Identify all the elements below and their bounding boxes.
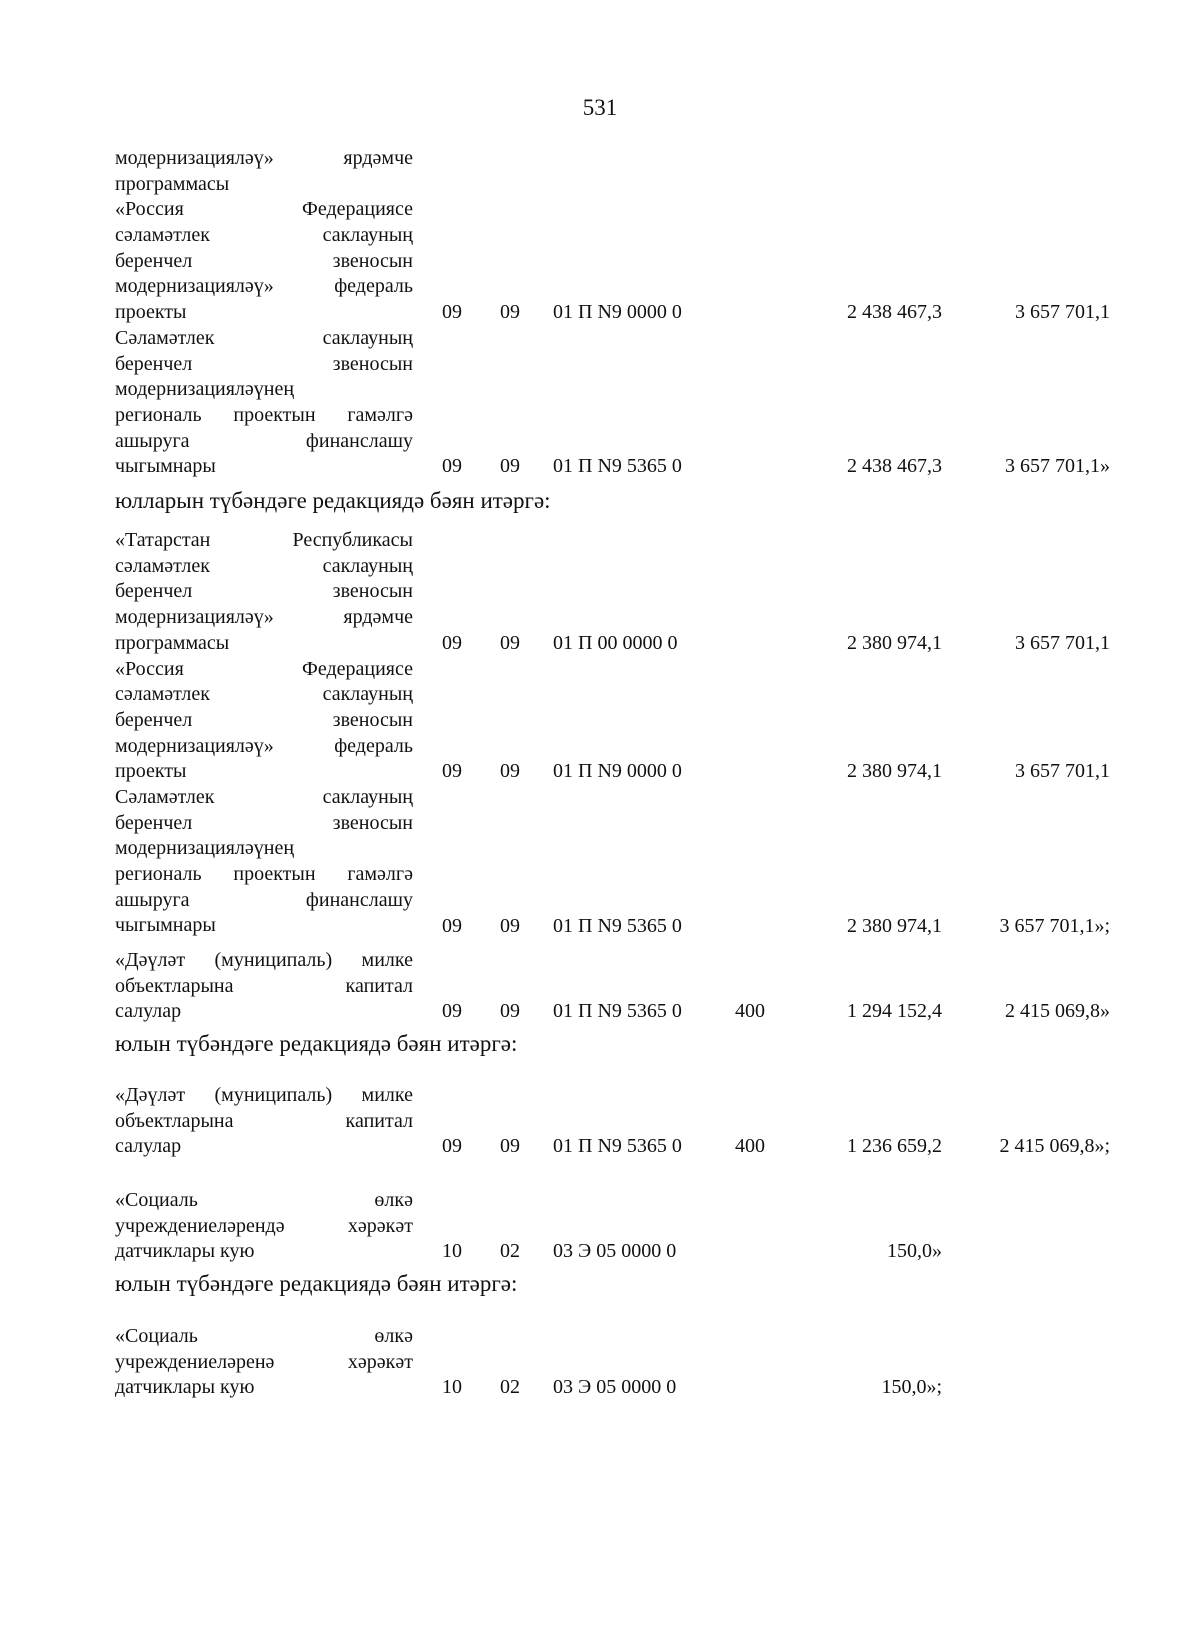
budget-item-name bbox=[115, 197, 413, 325]
budget-item-name-line: «Татарстан Республикасы bbox=[115, 529, 413, 551]
section-code: 09 bbox=[442, 760, 462, 783]
budget-item-name-line: «Дәүләт (муниципаль) милке bbox=[115, 949, 413, 971]
section-code: 09 bbox=[442, 1000, 462, 1023]
budget-item-name-line: региональ проектын гамәлгә bbox=[115, 863, 413, 886]
subsection-code: 09 bbox=[500, 760, 520, 783]
budget-item-name bbox=[115, 1083, 413, 1160]
budget-item-name-line: ашыруга финанслашу bbox=[115, 888, 413, 911]
budget-item-name bbox=[115, 1188, 413, 1265]
budget-item-name-line: «Россия Федерациясе bbox=[115, 198, 413, 221]
budget-item-name-line: учреждениеләрендә хәрәкәт bbox=[115, 1214, 413, 1237]
budget-item-name-line: датчиклары кую bbox=[115, 1240, 255, 1263]
budget-item-name-line: чыгымнары bbox=[115, 455, 216, 478]
budget-item-name-line: сәламәтлек саклауның bbox=[115, 554, 413, 577]
subsection-code: 02 bbox=[500, 1240, 520, 1263]
budget-item-name bbox=[115, 785, 413, 939]
section-code: 10 bbox=[442, 1240, 462, 1263]
budget-item-name-line: беренчел звеносын bbox=[115, 580, 413, 603]
section-code: 10 bbox=[442, 1376, 462, 1399]
amount-year-1: 150,0»; bbox=[881, 1376, 942, 1399]
budget-item-name-line: беренчел звеносын bbox=[115, 708, 413, 731]
table-row bbox=[0, 657, 1200, 786]
subsection-code: 09 bbox=[500, 631, 520, 654]
budget-item-name-line: программасы bbox=[115, 631, 230, 654]
budget-item-name bbox=[115, 1324, 413, 1401]
budget-item-name-line: Сәламәтлек саклауның bbox=[115, 326, 413, 349]
budget-item-name-line: модернизацияләүнең bbox=[115, 837, 295, 860]
table-row bbox=[0, 1083, 1200, 1160]
budget-item-name-line: модернизацияләү» ярдәмче bbox=[115, 147, 413, 169]
amount-year-2: 3 657 701,1 bbox=[1015, 760, 1110, 783]
budget-item-name-line: беренчел звеносын bbox=[115, 249, 413, 272]
target-article-code: 01 П 00 0000 0 bbox=[553, 631, 678, 654]
subsection-code: 02 bbox=[500, 1376, 520, 1399]
budget-item-name-line: проекты bbox=[115, 301, 187, 324]
section-code: 09 bbox=[442, 914, 462, 937]
target-article-code: 01 П N9 5365 0 bbox=[553, 1000, 682, 1023]
section-code: 09 bbox=[442, 301, 462, 324]
budget-item-name-line: «Социаль өлкә bbox=[115, 1325, 413, 1347]
budget-item-name-line: сәламәтлек саклауның bbox=[115, 683, 413, 706]
budget-item-name-line: ашыруга финанслашу bbox=[115, 429, 413, 452]
budget-item-name-line: беренчел звеносын bbox=[115, 352, 413, 375]
expense-type-code: 400 bbox=[735, 1000, 765, 1023]
budget-item-name-line: салулар bbox=[115, 1135, 182, 1158]
table-row bbox=[0, 1324, 1200, 1401]
table-row bbox=[0, 1188, 1200, 1265]
subsection-code: 09 bbox=[500, 1135, 520, 1158]
expense-type-code: 400 bbox=[735, 1135, 765, 1158]
budget-item-name-line: «Дәүләт (муниципаль) милке bbox=[115, 1084, 413, 1106]
subsection-code: 09 bbox=[500, 914, 520, 937]
budget-item-name-line: проекты bbox=[115, 760, 187, 783]
amount-year-1: 150,0» bbox=[887, 1240, 942, 1263]
table-row bbox=[0, 326, 1200, 480]
amount-year-1: 2 438 467,3 bbox=[847, 301, 942, 324]
budget-item-name-line: объектларына капитал bbox=[115, 974, 413, 997]
budget-item-name-line: Сәламәтлек саклауның bbox=[115, 786, 413, 808]
amount-year-1: 1 236 659,2 bbox=[847, 1135, 942, 1158]
amount-year-2: 3 657 701,1 bbox=[1015, 631, 1110, 654]
amount-year-1: 2 380 974,1 bbox=[847, 914, 942, 937]
table-row bbox=[0, 197, 1200, 326]
target-article-code: 01 П N9 5365 0 bbox=[553, 914, 682, 937]
target-article-code: 01 П N9 5365 0 bbox=[553, 1135, 682, 1158]
target-article-code: 03 Э 05 0000 0 bbox=[553, 1240, 677, 1263]
amount-year-1: 2 380 974,1 bbox=[847, 631, 942, 654]
budget-item-name bbox=[115, 657, 413, 785]
subsection-code: 09 bbox=[500, 1000, 520, 1023]
subsection-code: 09 bbox=[500, 301, 520, 324]
table-row bbox=[0, 146, 1200, 197]
budget-item-name-line: модернизацияләү» ярдәмче bbox=[115, 606, 413, 629]
budget-item-name bbox=[115, 146, 413, 197]
budget-item-name bbox=[115, 326, 413, 480]
amount-year-1: 2 438 467,3 bbox=[847, 455, 942, 478]
target-article-code: 01 П N9 5365 0 bbox=[553, 455, 682, 478]
amount-year-2: 3 657 701,1»; bbox=[999, 914, 1110, 937]
budget-item-name-line: объектларына капитал bbox=[115, 1109, 413, 1132]
amount-year-2: 3 657 701,1» bbox=[1005, 455, 1110, 478]
budget-item-name-line: чыгымнары bbox=[115, 914, 216, 937]
budget-item-name-line: модернизацияләү» федераль bbox=[115, 734, 413, 757]
budget-item-name-line: салулар bbox=[115, 1000, 182, 1023]
budget-item-name-line: программасы bbox=[115, 172, 230, 195]
budget-item-name bbox=[115, 528, 413, 656]
section-code: 09 bbox=[442, 455, 462, 478]
amendment-instruction: юлын түбәндәге редакциядә бәян итәргә: bbox=[115, 1271, 518, 1297]
amount-year-1: 2 380 974,1 bbox=[847, 760, 942, 783]
target-article-code: 01 П N9 0000 0 bbox=[553, 760, 682, 783]
budget-item-name-line: учреждениеләренә хәрәкәт bbox=[115, 1350, 413, 1373]
amount-year-2: 3 657 701,1 bbox=[1015, 301, 1110, 324]
budget-item-name-line: «Россия Федерациясе bbox=[115, 657, 413, 680]
budget-item-name-line: датчиклары кую bbox=[115, 1376, 255, 1399]
target-article-code: 03 Э 05 0000 0 bbox=[553, 1376, 677, 1399]
target-article-code: 01 П N9 0000 0 bbox=[553, 301, 682, 324]
budget-item-name-line: региональ проектын гамәлгә bbox=[115, 403, 413, 426]
budget-item-name-line: модернизацияләүнең bbox=[115, 378, 295, 401]
budget-item-name-line: «Социаль өлкә bbox=[115, 1189, 413, 1211]
budget-item-name-line: беренчел звеносын bbox=[115, 811, 413, 834]
amendment-instruction: юлын түбәндәге редакциядә бәян итәргә: bbox=[115, 1031, 518, 1057]
table-row bbox=[0, 948, 1200, 1025]
budget-item-name bbox=[115, 948, 413, 1025]
subsection-code: 09 bbox=[500, 455, 520, 478]
section-code: 09 bbox=[442, 631, 462, 654]
budget-item-name-line: сәламәтлек саклауның bbox=[115, 224, 413, 247]
amount-year-2: 2 415 069,8» bbox=[1005, 1000, 1110, 1023]
amendment-instruction: юлларын түбәндәге редакциядә бәян итәргә: bbox=[115, 488, 551, 514]
amount-year-2: 2 415 069,8»; bbox=[999, 1135, 1110, 1158]
budget-item-name-line: модернизацияләү» федераль bbox=[115, 275, 413, 298]
section-code: 09 bbox=[442, 1135, 462, 1158]
amount-year-1: 1 294 152,4 bbox=[847, 1000, 942, 1023]
table-row bbox=[0, 528, 1200, 657]
page-number: 531 bbox=[582, 95, 618, 120]
table-row bbox=[0, 785, 1200, 939]
